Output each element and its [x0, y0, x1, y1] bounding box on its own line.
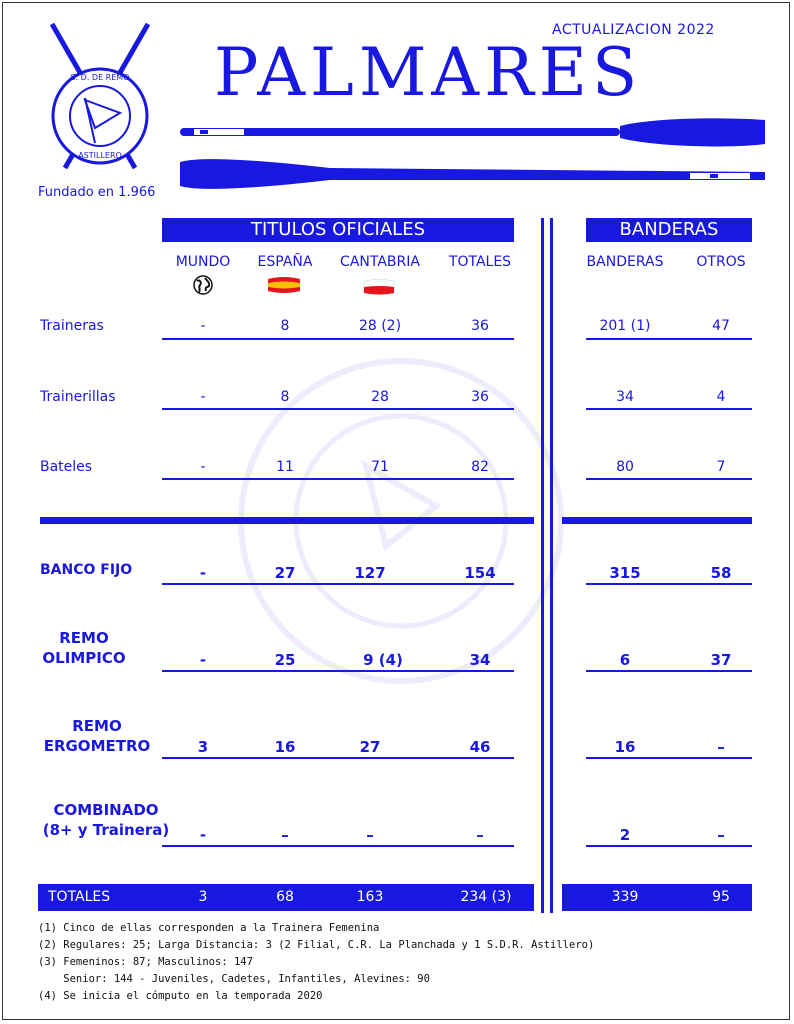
cell-espana: 25: [274, 651, 296, 669]
row-underline: [586, 478, 752, 480]
cell-mundo: -: [200, 459, 206, 475]
footnote-3-detail: Senior: 144 - Juveniles, Cadetes, Infantiles, Alevines: 90: [38, 973, 430, 985]
total-totales: 234 (3): [460, 889, 512, 905]
row-underline: [162, 478, 514, 480]
banderas-header: BANDERAS: [586, 218, 752, 242]
row-label-banco-fijo: BANCO FIJO: [40, 562, 133, 578]
col-mundo: MUNDO: [175, 254, 231, 270]
cell-mundo: -: [199, 826, 207, 844]
svg-text:ASTILLERO: ASTILLERO: [78, 151, 122, 160]
cell-espana: 16: [274, 738, 296, 756]
cell-totales: 154: [464, 564, 496, 582]
cell-otros: –: [717, 738, 725, 756]
totals-bar-left: [38, 884, 534, 911]
club-logo: [40, 18, 160, 178]
row-underline: [162, 757, 514, 759]
totals-label: TOTALES: [48, 889, 111, 905]
row-label-trainerillas: Trainerillas: [40, 389, 116, 405]
row-underline: [586, 583, 752, 585]
col-espana: ESPAÑA: [257, 254, 313, 270]
cell-mundo: -: [199, 564, 207, 582]
row-underline: [586, 670, 752, 672]
row-underline: [162, 583, 514, 585]
cell-cantabria: –: [366, 826, 374, 844]
cell-espana: 27: [274, 564, 296, 582]
page-title: PALMARES: [214, 34, 643, 111]
col-totales: TOTALES: [448, 254, 512, 270]
total-cantabria: 163: [356, 889, 384, 905]
cell-otros: –: [717, 826, 725, 844]
spain-flag-icon: [266, 275, 302, 295]
row-underline: [162, 670, 514, 672]
cell-totales: 36: [471, 318, 489, 334]
cell-otros: 37: [710, 651, 732, 669]
cell-totales: –: [476, 826, 484, 844]
section-separator: [40, 517, 534, 524]
svg-text:S. D. DE REMO: S. D. DE REMO: [70, 73, 130, 82]
cell-banderas: 6: [619, 651, 631, 669]
cell-espana: 11: [276, 459, 294, 475]
update-label: ACTUALIZACION 2022: [552, 22, 715, 38]
cell-banderas: 80: [616, 459, 634, 475]
cell-banderas: 16: [614, 738, 636, 756]
cell-espana: –: [281, 826, 289, 844]
cell-totales: 46: [469, 738, 491, 756]
cell-mundo: -: [199, 651, 207, 669]
footnote-4: (4) Se inicia el cómputo en la temporada 2020: [38, 990, 323, 1002]
cell-banderas: 2: [619, 826, 631, 844]
founded-label: Fundado en 1.966: [38, 185, 156, 200]
col-banderas: BANDERAS: [586, 254, 664, 270]
cell-mundo: 3: [197, 738, 209, 756]
cell-cantabria: 27: [359, 738, 381, 756]
footnotes: [38, 920, 594, 1005]
row-label-combinado: COMBINADO (8+ y Trainera): [42, 801, 170, 839]
cell-banderas: 315: [609, 564, 641, 582]
row-underline: [586, 757, 752, 759]
cell-cantabria: 28 (2): [358, 318, 402, 334]
footnote-3: (3) Femeninos: 87; Masculinos: 147: [38, 956, 253, 968]
footnote-2: (2) Regulares: 25; Larga Distancia: 3 (2 Filial, C.R. La Planchada y 1 S.D.R. Astillero): [38, 939, 595, 951]
row-underline: [162, 338, 514, 340]
cell-otros: 58: [710, 564, 732, 582]
row-label-bateles: Bateles: [40, 459, 93, 475]
cell-totales: 82: [471, 459, 489, 475]
footnote-1: (1) Cinco de ellas corresponden a la Trainera Femenina: [38, 922, 380, 934]
cell-mundo: -: [200, 318, 206, 334]
cell-mundo: -: [200, 389, 206, 405]
titulos-header: TITULOS OFICIALES: [162, 218, 514, 242]
cell-cantabria: 71: [371, 459, 389, 475]
cell-totales: 36: [471, 389, 489, 405]
total-mundo: 3: [198, 889, 208, 905]
total-otros: 95: [712, 889, 730, 905]
total-espana: 68: [276, 889, 294, 905]
divider-right: [550, 218, 553, 913]
row-underline: [586, 338, 752, 340]
globe-icon: [193, 275, 213, 295]
cell-cantabria: 127: [354, 564, 386, 582]
row-underline: [586, 845, 752, 847]
row-label-remo-ergometro: REMO ERGOMETRO: [43, 717, 151, 755]
cell-otros: 4: [716, 389, 726, 405]
row-label-remo-olimpico: REMO OLIMPICO: [42, 629, 126, 667]
cell-espana: 8: [280, 389, 290, 405]
cell-banderas: 201 (1): [599, 318, 651, 334]
cell-cantabria: 28: [371, 389, 389, 405]
cell-banderas: 34: [616, 389, 634, 405]
cell-otros: 7: [716, 459, 726, 475]
row-underline: [162, 408, 514, 410]
total-banderas: 339: [611, 889, 639, 905]
cell-otros: 47: [712, 318, 730, 334]
totals-bar-right: [562, 884, 752, 911]
col-cantabria: CANTABRIA: [340, 254, 420, 270]
section-separator: [562, 517, 752, 524]
oars-graphic: [180, 118, 765, 190]
row-underline: [586, 408, 752, 410]
row-label-traineras: Traineras: [40, 318, 104, 334]
cell-espana: 8: [280, 318, 290, 334]
cantabria-flag-icon: [362, 278, 396, 296]
row-underline: [162, 845, 514, 847]
cell-cantabria: 9 (4): [363, 651, 403, 669]
cell-totales: 34: [469, 651, 491, 669]
divider-left: [541, 218, 544, 913]
col-otros: OTROS: [696, 254, 746, 270]
